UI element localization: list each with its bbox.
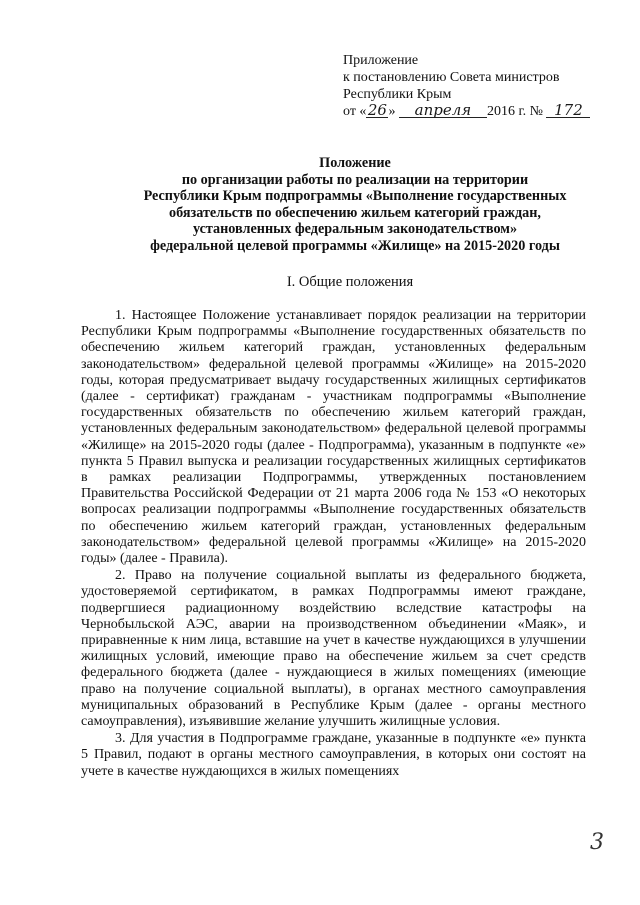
title-line: Республики Крым подпрограммы «Выполнение государственных (143, 188, 567, 205)
date-day: 26 (367, 101, 387, 119)
decree-number: 172 (546, 103, 590, 118)
title-line: федеральной целевой программы «Жилище» на 2015-2020 годы (150, 237, 560, 254)
appendix-line-1: Приложение (343, 53, 419, 68)
title-line: Положение (319, 155, 391, 171)
appendix-line-3: Республики Крым (343, 87, 452, 102)
date-close: » (388, 104, 396, 119)
appendix-date-line (343, 103, 623, 120)
appendix-line-2: к постановлению Совета министров (343, 70, 560, 85)
date-year: 2016 г. № (486, 104, 543, 119)
appendix-block (343, 52, 623, 120)
paragraph: 3. Для участия в Подпрограмме граждане, указанные в подпункте «е» пункта 5 Правил, подают в органы местного самоуправления, в которых они состоят на учете в качестве нуждающихся в жилых помещениях (81, 731, 586, 779)
title-line: по организации работы по реализации на территории (181, 171, 529, 188)
document-body (81, 308, 586, 781)
paragraph: 1. Настоящее Положение устанавливает порядок реализации на территории Республики Крым подпрограммы «Выполнение государственных обязательств по обеспечению жильем категорий граждан, установленных федеральным законодательством» федеральной целевой программы «Жилище» на 2015-2020 годы, которая предусматривает выдачу государственных жилищных сертификатов (далее - сертификат) гражданам - участникам подпрограммы «Выполнение государственных обязательств по обеспечению жильем категорий граждан, установленных федеральным законодательством» федеральной целевой программы «Жилище» на 2015-2020 годы (далее - Подпрограмма), указанным в подпункте «е» пункта 5 Правил выпуска и реализации государственных жилищных сертификатов в рамках реализации Подпрограммы, утвержденных постановлением Правительства Российской Федерации от 21 марта 2006 года № 153 «О некоторых вопросах реализации подпрограммы «Выполнение государственных обязательств по обеспечению жильем категорий граждан, установленных федеральным законодательством» федеральной целевой программы «Жилище» на 2015-2020 годы» (далее - Правила). (81, 308, 586, 567)
page-number: 3 (590, 830, 604, 855)
date-month: апреля (399, 103, 487, 118)
title-line: установленных федеральным законодательством» (192, 221, 518, 238)
date-prefix: от « (343, 104, 367, 119)
title-line: обязательств по обеспечению жильем категорий граждан, (169, 204, 541, 221)
document-title (60, 155, 640, 255)
paragraph: 2. Право на получение социальной выплаты из федерального бюджета, удостоверяемой сертификатом, в рамках Подпрограммы имеют граждане, подвергшиеся радиационному воздействию вследствие катастрофы на Чернобыльской АЭС, аварии на производственном объединении «Маяк», и приравненные к ним лица, вставшие на учет в качестве нуждающихся в улучшении жилищных условий, имеющие право на обеспечение жильем за счет средств федерального бюджета (далее - нуждающиеся в жилых помещениях (имеющие право на получение социальной выплаты), в органах местного самоуправления муниципальных образований в Республике Крым (далее - органы местного самоуправления), изъявившие желание улучшить жилищные условия. (81, 568, 586, 730)
section-heading: I. Общие положения (286, 274, 414, 290)
